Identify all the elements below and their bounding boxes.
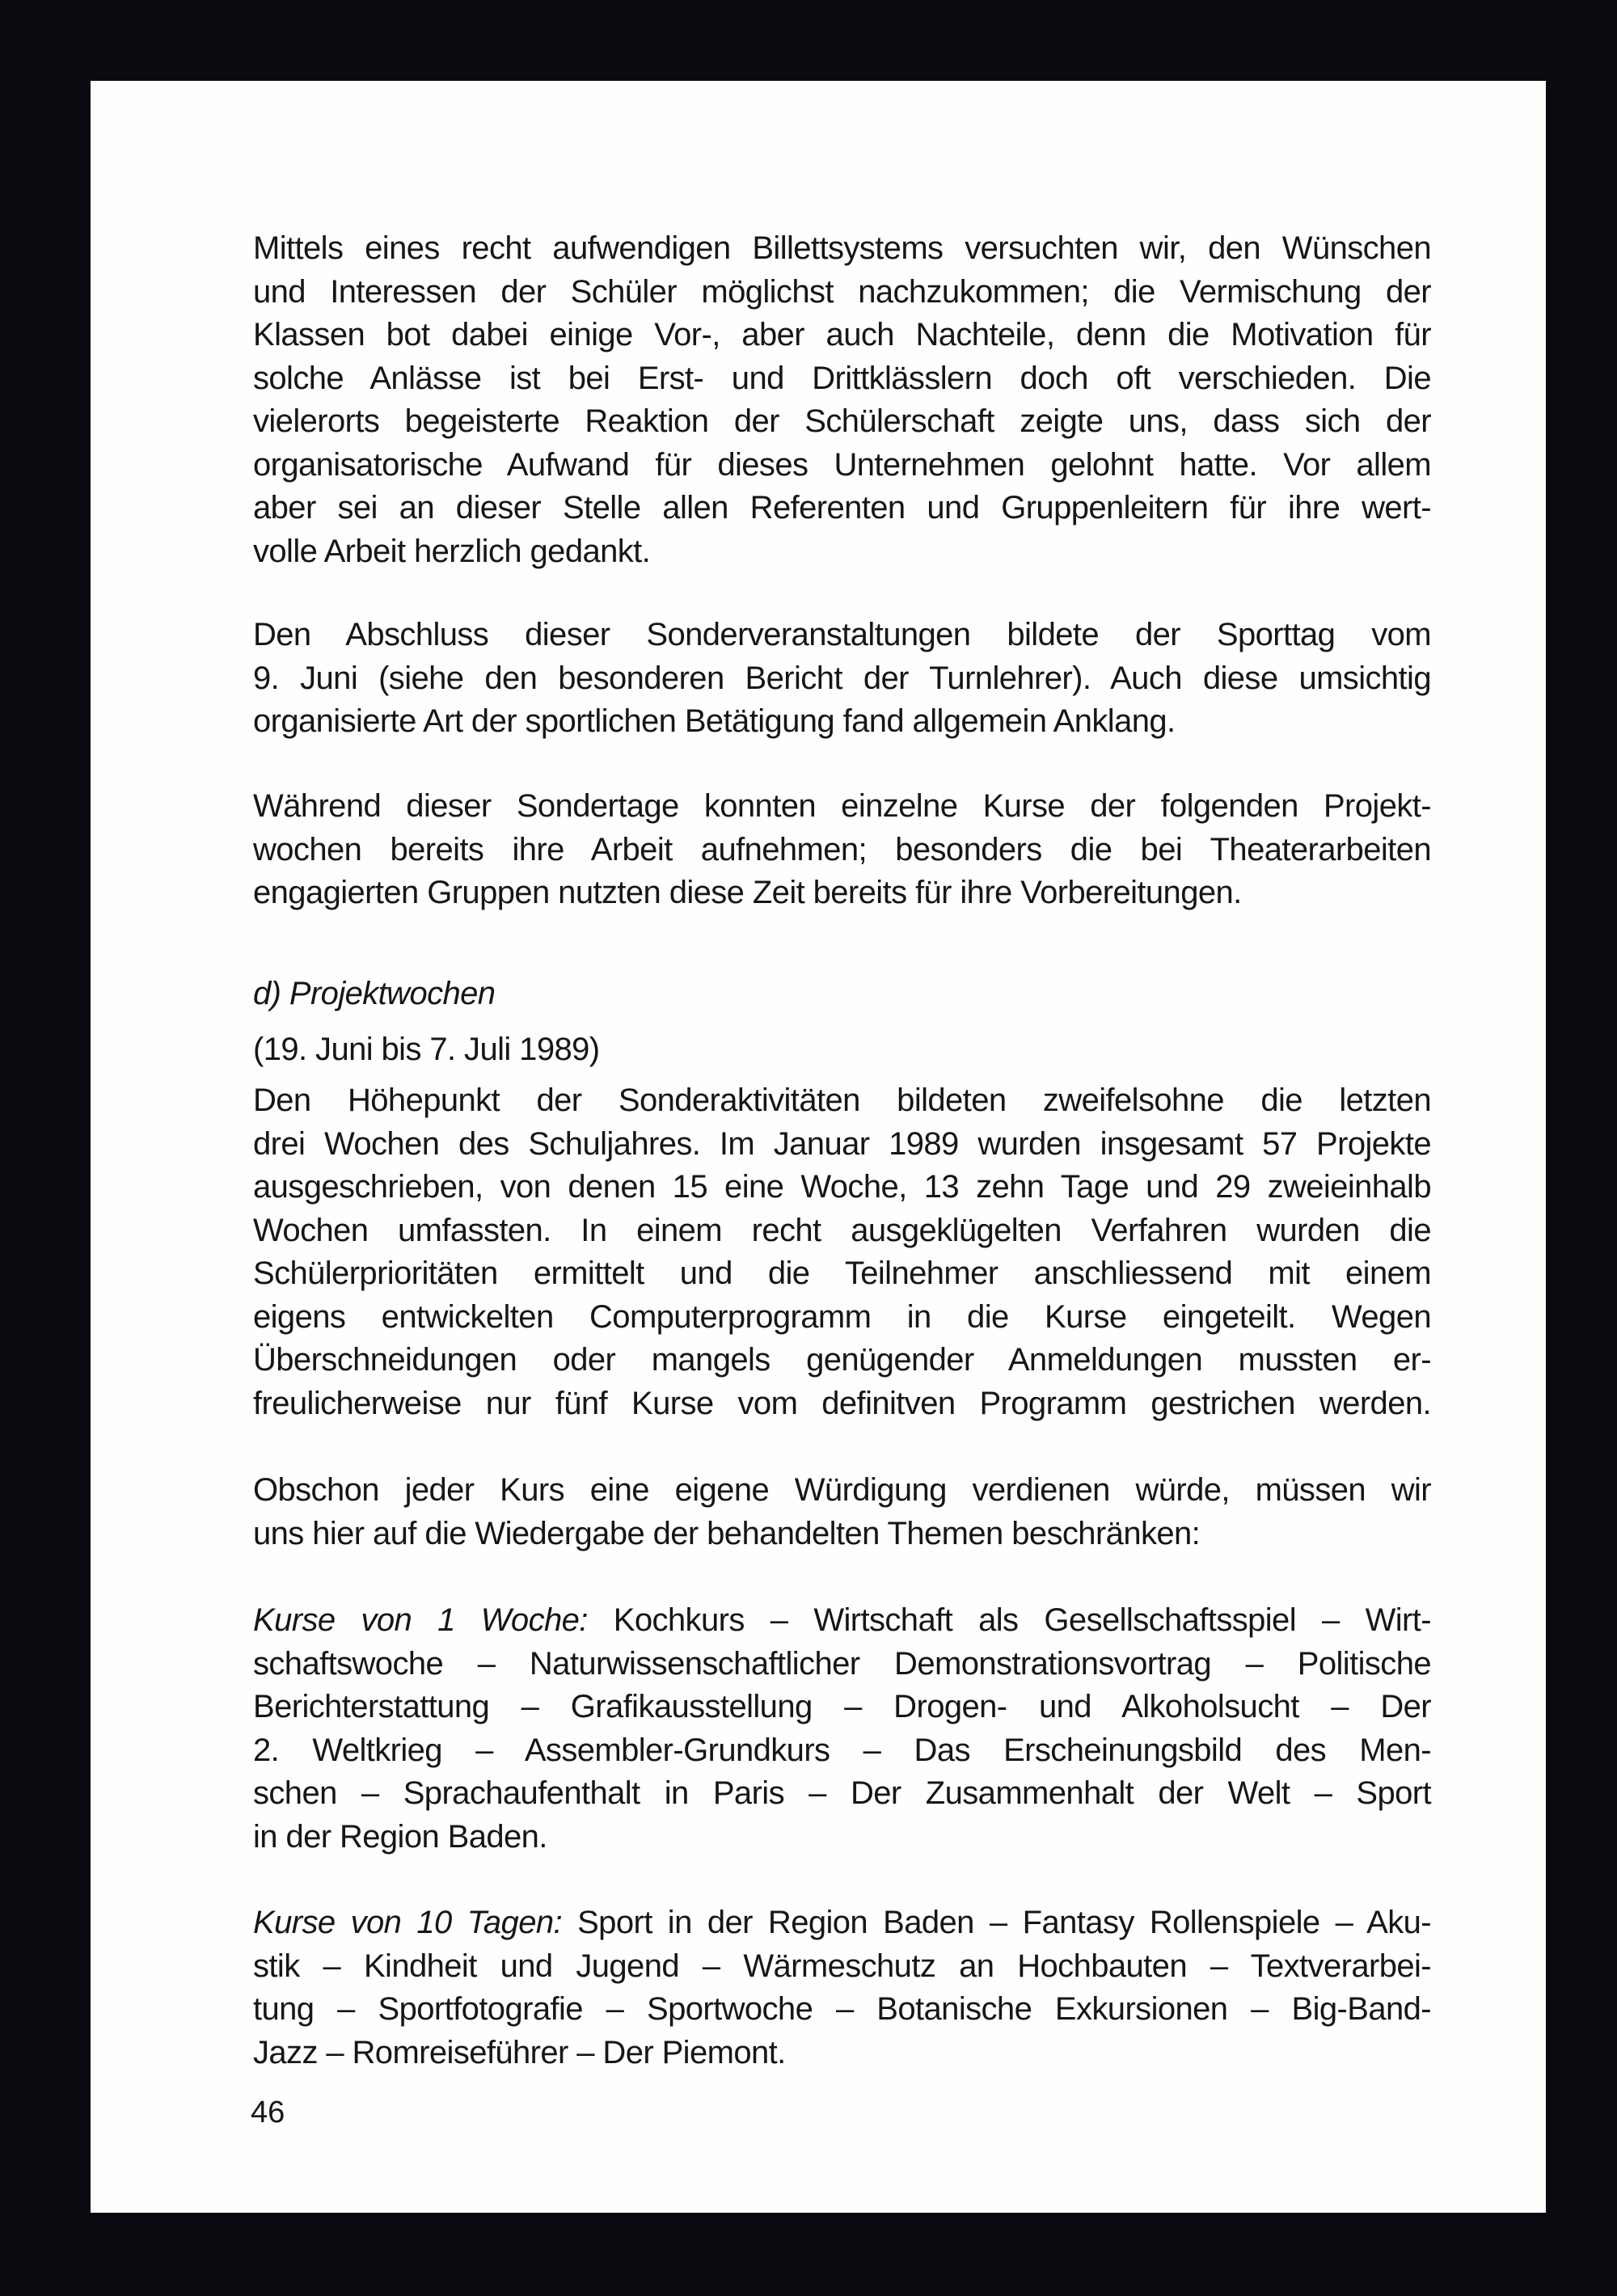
text-line: uns hier auf die Wiedergabe der behandelten Themen beschränken: [253,1515,1201,1551]
course-label: Kurse von 1 Woche: [253,1602,588,1638]
text-line: Wochen umfassten. In einem recht ausgeklügelten Verfahren wurden die [253,1212,1431,1248]
section-dates [253,1028,1431,1072]
text-line: vielerorts begeisterte Reaktion der Schülerschaft zeigte uns, dass sich der [253,403,1431,439]
page-number: 46 [251,2096,285,2129]
paragraph-wuerdigung [253,1469,1431,1555]
section-heading [253,973,1431,1016]
text-line: Mittels eines recht aufwendigen Billettsystems versuchten wir, den Wünschen [253,230,1431,266]
paragraph-sondertage [253,785,1431,915]
text-line: und Interessen der Schüler möglichst nachzukommen; die Vermischung der [253,273,1431,310]
text-line: wochen bereits ihre Arbeit aufnehmen; besonders die bei Theaterarbeiten [253,831,1431,867]
section-title: d) Projektwochen [253,976,496,1011]
text-line: organisierte Art der sportlichen Betätigung fand allgemein Anklang. [253,703,1176,739]
text-line: Den Höhepunkt der Sonderaktivitäten bildeten zweifelsohne die letzten [253,1083,1431,1118]
course-text: Sport in der Region Baden – Fantasy Rollenspiele – Aku- [562,1905,1432,1940]
text-line: stik – Kindheit und Jugend – Wärmeschutz an Hochbauten – Textverarbei- [253,1948,1431,1984]
text-line: volle Arbeit herzlich gedankt. [253,533,651,569]
text-line: Überschneidungen oder mangels genügender Anmeldungen mussten er- [253,1342,1431,1378]
text-line: schaftswoche – Naturwissenschaftlicher Demonstrationsvortrag – Politische [253,1645,1431,1682]
text-line: 9. Juni (siehe den besonderen Bericht der Turnlehrer). Auch diese umsichtig [253,660,1431,696]
text-line: tung – Sportfotografie – Sportwoche – Botanische Exkursionen – Big-Band- [253,1991,1431,2027]
paragraph-sporttag [253,614,1431,744]
text-line: Während dieser Sondertage konnten einzelne Kurse der folgenden Projekt- [253,788,1431,824]
text-line: organisatorische Aufwand für dieses Unternehmen gelohnt hatte. Vor allem [253,446,1431,483]
text-line: engagierten Gruppen nutzten diese Zeit bereits für ihre Vorbereitungen. [253,875,1242,910]
text-line: aber sei an dieser Stelle allen Referenten und Gruppenleitern für ihre wert- [253,490,1431,525]
text-line: Schülerprioritäten ermittelt und die Teilnehmer anschliessend mit einem [253,1256,1431,1291]
text-line: Den Abschluss dieser Sonderveranstaltungen bildete der Sporttag vom [253,617,1431,652]
text-line: in der Region Baden. [253,1818,547,1855]
course-list-10-days [253,1901,1431,2074]
course-list-1-week [253,1599,1431,1859]
text-line: ausgeschrieben, von denen 15 eine Woche, 13 zehn Tage und 29 zweieinhalb [253,1169,1431,1205]
date-range: (19. Juni bis 7. Juli 1989) [253,1032,600,1067]
text-line: drei Wochen des Schuljahres. Im Januar 1989 wurden insgesamt 57 Projekte [253,1125,1431,1162]
paragraph-hoehepunkt [253,1079,1431,1425]
text-line: Jazz – Romreiseführer – Der Piemont. [253,2034,786,2070]
text-line: 2. Weltkrieg – Assembler-Grundkurs – Das Erscheinungsbild des Men- [253,1732,1431,1768]
text-line: schen – Sprachaufenthalt in Paris – Der Zusammenhalt der Welt – Sport [253,1775,1431,1811]
text-line: solche Anlässe ist bei Erst- und Drittklässlern doch oft verschieden. Die [253,360,1431,396]
paragraph-billettsystem [253,227,1431,573]
text-line: freulicherweise nur fünf Kurse vom definitven Programm gestrichen werden. [253,1385,1431,1421]
text-line: Klassen bot dabei einige Vor-, aber auch Nachteile, denn die Motivation für [253,317,1431,352]
text-line [253,1901,1431,1945]
text-line: Obschon jeder Kurs eine eigene Würdigung verdienen würde, müssen wir [253,1472,1431,1508]
course-text: Kochkurs – Wirtschaft als Gesellschaftsspiel – Wirt- [587,1602,1431,1638]
text-line: eigens entwickelten Computerprogramm in die Kurse eingeteilt. Wegen [253,1298,1431,1335]
text-line [253,1599,1431,1643]
text-line: Berichterstattung – Grafikausstellung – Drogen- und Alkoholsucht – Der [253,1689,1431,1724]
course-label: Kurse von 10 Tagen: [253,1905,563,1940]
